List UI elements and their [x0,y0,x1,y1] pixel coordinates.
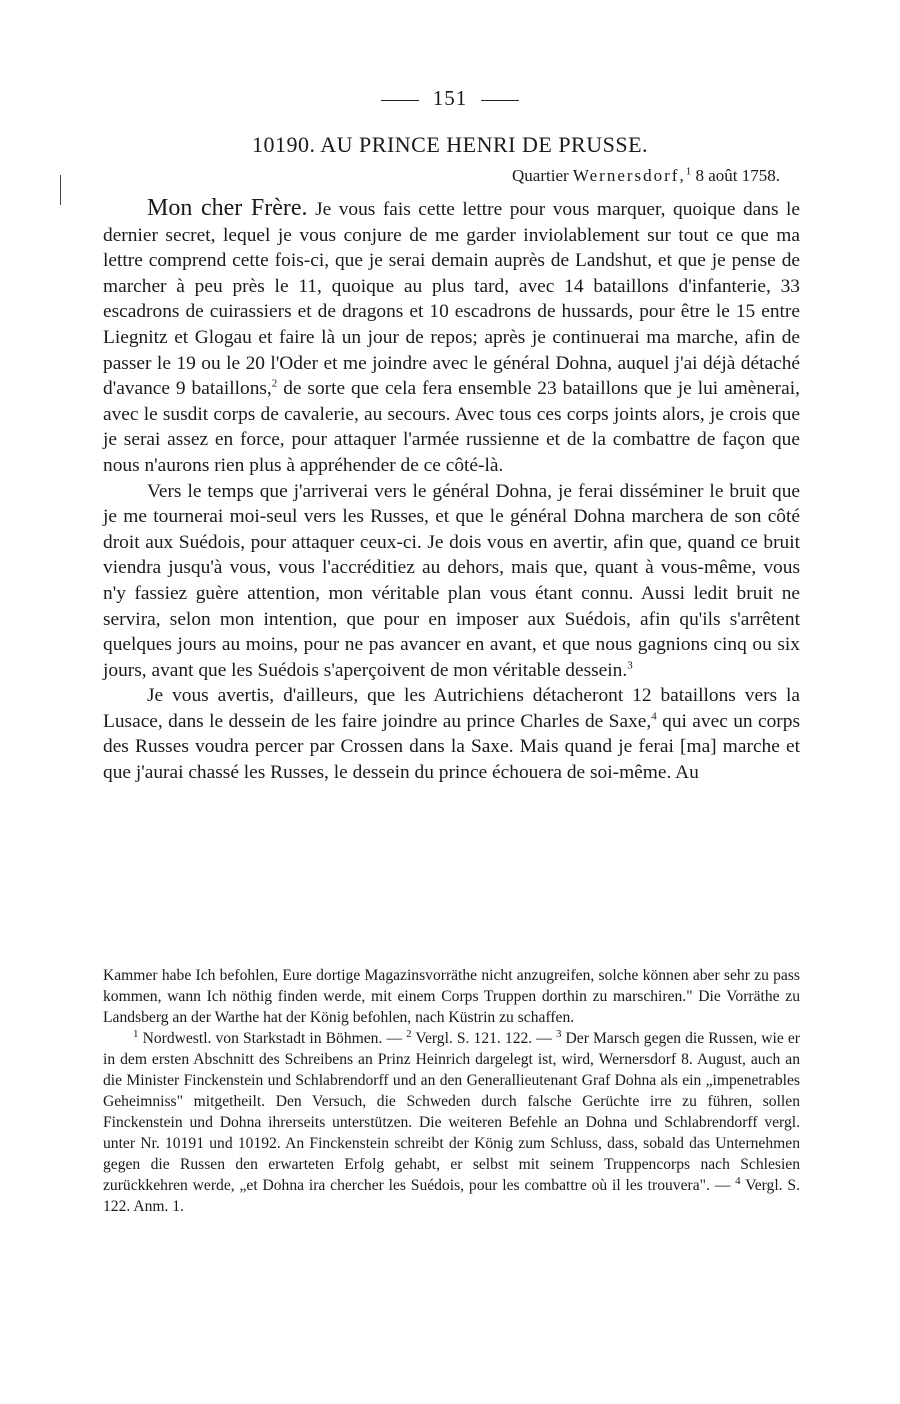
letter-paragraph-2 [103,479,800,684]
letter-body [103,196,800,786]
margin-line-mark [60,175,61,205]
page-number-rule-right [481,100,519,101]
letter-paragraph-3 [103,683,800,785]
paragraph-1-text: Je vous fais cette lettre pour vous marquer, quoique dans le dernier secret, lequel je vous conjure de me garder inviolablement sur tout ce que ma lettre comprend cette fois-ci, que je serai demain auprès de Landshut, et que je pense de marcher à peu près le 11, quoique au plus tard, avec 14 bataillons d'infanterie, 33 escadrons de cuirassiers et de dragons et 10 escadrons de hussards, pour être le 15 entre Liegnitz et Glogau et faire là un jour de repos; après je continuerai ma marche, afin de passer le 19 ou le 20 l'Oder et me joindre avec le général Dohna, auquel j'ai déjà détaché d'avance 9 bataillons, [103,199,800,400]
paragraph-1-continued: de sorte que cela fera ensemble 23 bataillons que je lui amènerai, avec le susdit corps de cavalerie, au secours. Avec tous ces corps joints alors, je crois que je serai assez en force, pour attaquer l'armée russienne et de la combattre de façon que nous n'aurons rien plus à appréhender de ce côté-là. [103,378,800,476]
letter-title: AU PRINCE HENRI DE PRUSSE. [320,132,649,157]
footnote-mark-1: 1 [133,1027,139,1040]
footnote-ref-3: 3 [627,659,633,672]
letter-paragraph-1 [103,196,800,479]
footnote-mark-3: 3 [555,1027,562,1040]
paragraph-3-continued: qui avec un corps des Russes voudra percer par Crossen dans la Saxe. Mais quand je ferai [ma] marche et que j'aurai chassé les Russes, le dessein du prince échouera de soi-même. Au [103,710,800,784]
salutation: Mon cher Frère. [147,195,308,221]
page-number-line [0,86,900,111]
footnote-4: Vergl. S. 122. Anm. 1. [103,1177,800,1215]
dateline-place: Wernersdorf, [572,166,686,185]
footnote-mark-4: 4 [735,1174,741,1187]
paragraph-2-text: Vers le temps que j'arriverai vers le général Dohna, je ferai disséminer le bruit que je me tournerai moi-seul vers les Russes, et que le général Dohna marchera de son côté droit aux Suédois, pour attaquer ceux-ci. Je dois vous en avertir, afin que, quand ce bruit viendra jusqu'à vous, vous l'accréditiez au dehors, mais que, quant à vous-même, vous n'y fassiez guère attention, mon véritable plan vous étant connu. Aussi ledit bruit ne servira, selon mon intention, que pour en imposer aux Suédois, afin qu'ils s'arrêtent quelques jours au moins, pour ne pas avancer en avant, et que nous gagnions cinq ou six jours, avant que les Suédois s'aperçoivent de mon véritable dessein. [103,480,800,681]
dateline-prefix: Quartier [512,166,569,185]
footnotes-block [103,1028,800,1217]
page-number: 151 [432,86,468,110]
footnote-mark-2: 2 [406,1027,412,1040]
letter-heading [0,132,900,158]
page-number-rule-left [381,100,419,101]
letter-number: 10190. [251,132,316,157]
footnote-ref-2: 2 [271,377,278,390]
footnote-ref-4: 4 [651,710,657,723]
dateline [512,166,780,186]
paragraph-3-text: Je vous avertis, d'ailleurs, que les Autrichiens détacheront 12 bataillons vers la Lusace, dans le dessein de les faire joindre au prince Charles de Saxe, [103,685,800,732]
dateline-date: 8 août 1758. [695,166,780,185]
footnote-2: Vergl. S. 121. 122. — [415,1030,552,1047]
footnotes [103,965,800,1217]
dateline-footnote-ref: 1 [685,165,692,178]
footnote-carryover: Kammer habe Ich befohlen, Eure dortige Magazinsvorräthe nicht anzugreifen, solche können aber sehr zu pass kommen, wann Ich nöthig finden werde, mit einem Corps Truppen dorthin zu marschiren." Die Vorräthe zu Landsberg an der Warthe hat der König befohlen, nach Küstrin zu schaffen. [103,967,800,1026]
footnote-1: Nordwestl. von Starkstadt in Böhmen. — [142,1030,403,1047]
footnote-3: Der Marsch gegen die Russen, wie er in dem ersten Abschnitt des Schreibens an Prinz Heinrich dargelegt ist, wird, Wernersdorf 8. August, auch an die Minister Finckenstein und Schlabrendorff und an den Generallieutenant Graf Dohna als ein „impenetrables Geheimniss" mitgetheilt. Den Versuch, die Schweden durch falsche Gerüchte irre zu führen, sollen Finckenstein und Dohna ihrerseits unterstützen. Die weiteren Befehle an Dohna und Schlabrendorff vergl. unter Nr. 10191 und 10192. An Finckenstein schreibt der König zum Schluss, dass, sobald das Unternehmen gegen die Russen den erwarteten Erfolg gehabt, er selbst mit seinem Truppencorps nach Schlesien zurückkehren werde, „et Dohna ira chercher les Suédois, pour les combattre où il les trouvera". — [103,1030,800,1194]
